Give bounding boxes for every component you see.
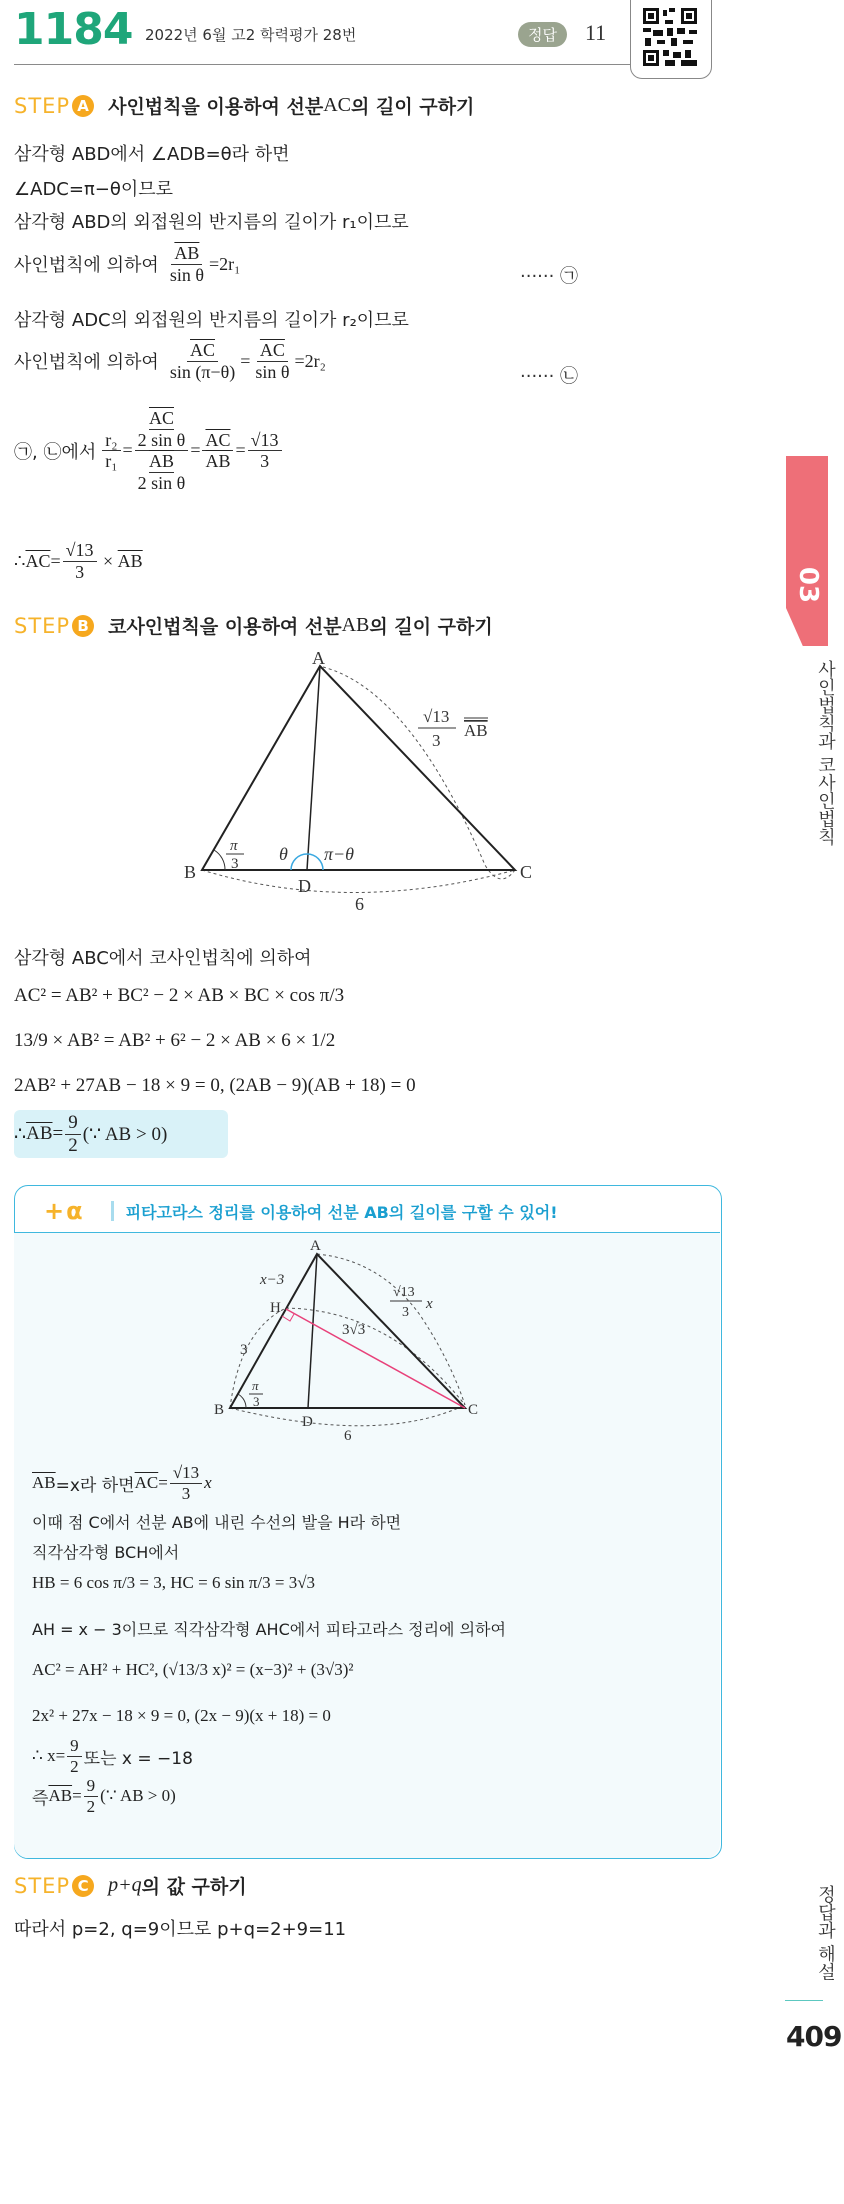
- l8-num: 9: [67, 1736, 82, 1757]
- alpha-line-3: 직각삼각형 BCH에서: [32, 1543, 180, 1562]
- header-divider: [14, 64, 636, 65]
- problem-number: 1184: [14, 4, 133, 55]
- conclusion-rhs: $\overline{AB}$: [117, 550, 143, 571]
- step-tag: STEP: [14, 93, 71, 118]
- l8-frac: [67, 1736, 82, 1776]
- result-num: 9: [65, 1112, 81, 1135]
- step-b-eq3: 2AB² + 27AB − 18 × 9 = 0, (2AB − 9)(AB + 18) = 0: [14, 1075, 416, 1096]
- step-a-line-4: 삼각형 ADC의 외접원의 반지름의 길이가 r₂이므로: [14, 310, 409, 331]
- segment-hc: [286, 1309, 465, 1408]
- step-a-line-1: 삼각형 ABD에서 ∠ADB=θ라 하면: [14, 144, 290, 165]
- label-angle-b-den: 3: [231, 856, 239, 872]
- sine-law-label: 사인법칙에 의하여: [14, 352, 159, 374]
- step-b-title-math: AB: [341, 614, 370, 636]
- l1-x: x: [204, 1473, 212, 1493]
- step-c-title-suffix: 의 값 구하기: [141, 1876, 247, 1898]
- label-bc: 6: [344, 1428, 352, 1444]
- step-b-intro: 삼각형 ABC에서 코사인법칙에 의하여: [14, 948, 312, 969]
- problem-source: 2022년 6월 고2 학력평가 28번: [145, 26, 357, 44]
- step-b-eq1: AC² = AB² + BC² − 2 × AB × BC × cos π/3: [14, 985, 345, 1006]
- step-a-title-suffix: 의 길이 구하기: [351, 96, 475, 118]
- page-number: 409: [786, 2020, 842, 2053]
- result-lhs: $\overline{AB}$: [26, 1123, 53, 1145]
- triangle-diagram: [180, 650, 560, 920]
- alpha-box-title: 피타고라스 정리를 이용하여 선분 AB의 길이를 구할 수 있어!: [125, 1202, 558, 1222]
- label-angle-b-den: 3: [253, 1394, 260, 1409]
- chapter-title: 사인법칙과 코사인법칙: [815, 660, 836, 846]
- step-a-eq2: 사인법칙에 의하여 $\frac{\overline{AC}}{\sin (\pi-\theta)}$ = $\frac{\overline{AC}}{\text{sin θ}}$ =2r₂: [14, 340, 326, 382]
- marker-1: ······ ㉠: [520, 266, 579, 287]
- step-c-title: [14, 1872, 247, 1899]
- label-ac-den: 3: [432, 731, 441, 750]
- alpha-box-header: [44, 1197, 558, 1225]
- label-ac-den: 3: [402, 1305, 409, 1320]
- alpha-line-7: 2x² + 27x − 18 × 9 = 0, (2x − 9)(x + 18) = 0: [32, 1706, 331, 1725]
- l9-lhs: $\overline{AB}$: [48, 1786, 73, 1806]
- l8-pre: ∴ x=: [32, 1746, 66, 1766]
- ratio-res-den: 3: [260, 451, 270, 472]
- label-b: B: [214, 1402, 225, 1418]
- triangle-abc: [202, 666, 515, 870]
- chapter-number: 03: [793, 566, 823, 604]
- header-bar: [111, 1201, 114, 1221]
- l9-num: 9: [84, 1776, 99, 1797]
- label-d: D: [298, 876, 311, 896]
- ratio-big-den-n: $\overline{AB}$: [148, 451, 174, 472]
- result-condition: (∵ AB > 0): [82, 1123, 168, 1145]
- alpha-line-2: 이때 점 C에서 선분 AB에 내린 수선의 발을 H라 하면: [32, 1513, 402, 1532]
- l9-den: 2: [86, 1796, 96, 1816]
- label-h: H: [270, 1300, 281, 1316]
- step-c-title-math: p+q: [108, 1874, 142, 1896]
- eq1-den: sin θ: [169, 264, 204, 285]
- step-a-line-2: ∠ADC=π−θ이므로: [14, 179, 174, 200]
- pythagoras-diagram: [200, 1230, 500, 1450]
- answer-value: 11: [585, 20, 607, 45]
- label-ah: x−3: [260, 1272, 285, 1288]
- marker-2: ······ ㉡: [520, 366, 579, 387]
- step-a-title-text: 사인법칙을 이용하여 선분: [108, 96, 324, 118]
- step-b-result: ∴ $\overline{AB}$ = $\frac{9}{2}$ (∵ AB > 0): [14, 1112, 168, 1156]
- label-theta: θ: [279, 844, 288, 864]
- l8-post: 또는 x = −18: [83, 1748, 193, 1769]
- bc-dashed-arc: [202, 870, 515, 893]
- eq1-fraction: [167, 243, 207, 285]
- label-b: B: [184, 862, 197, 882]
- result-den: 2: [68, 1134, 78, 1156]
- alpha-line-9: 즉 $\overline{AB}$ = $\frac{9}{2}$ (∵ AB > 0): [32, 1776, 176, 1816]
- ratio-big-den-d: 2 sin θ: [137, 473, 186, 494]
- step-a-title-math: AC: [323, 94, 352, 116]
- alpha-line-1: $\overline{AB}$ =x라 하면 $\overline{AC}$ = $\frac{√13}{3}$ x: [32, 1463, 212, 1503]
- conclusion-num: √13: [63, 540, 97, 562]
- step-a-circle-icon: A: [72, 95, 94, 117]
- ratio-label: ㉠, ㉡에서: [14, 441, 97, 463]
- answer-badge: 정답: [518, 22, 567, 47]
- chapter-tab[interactable]: [786, 456, 828, 646]
- eq1-num: $\overline{AB}$: [171, 243, 202, 265]
- label-angle-b-num: π: [230, 838, 238, 854]
- label-ac-num: √13: [423, 707, 450, 726]
- alpha-line-6: AC² = AH² + HC², (√13/3 x)² = (x−3)² + (3√3)²: [32, 1660, 354, 1679]
- alpha-line-5: AH = x − 3이므로 직각삼각형 AHC에서 피타고라스 정리에 의하여: [32, 1620, 506, 1639]
- l1-frac: [170, 1463, 202, 1503]
- sine-law-label: 사인법칙에 의하여: [14, 255, 159, 277]
- conclusion-den: 3: [75, 561, 85, 582]
- ratio-lhs-num: r₂: [102, 430, 120, 452]
- eq2-den1: sin (π−θ): [169, 361, 236, 382]
- segment-ad: [308, 1254, 317, 1408]
- ratio-lhs-den: r₁: [105, 451, 118, 472]
- l1-num: √13: [170, 1463, 202, 1484]
- alpha-icon: α: [66, 1197, 83, 1225]
- eq1-rhs: =2r₁: [208, 253, 241, 274]
- ratio-mid-den: AB: [205, 451, 231, 472]
- step-b-title-text: 코사인법칙을 이용하여 선분: [108, 616, 342, 638]
- step-c-circle-icon: C: [72, 1875, 94, 1897]
- label-a: A: [312, 650, 325, 668]
- step-a-title: [14, 92, 474, 119]
- eq2-den2: sin θ: [255, 361, 290, 382]
- conclusion-lhs: $\overline{AC}$: [25, 550, 51, 571]
- angle-b-arc: [238, 1394, 246, 1408]
- step-b-eq2: 13/9 × AB² = AB² + 6² − 2 × AB × 6 × 1/2: [14, 1030, 336, 1051]
- ratio-res-num: √13: [248, 430, 282, 452]
- label-side-bc: 6: [355, 894, 364, 914]
- step-b-title-suffix: 의 길이 구하기: [369, 616, 493, 638]
- label-hc: 3√3: [342, 1322, 366, 1338]
- conclusion-frac: [63, 540, 97, 582]
- ratio-big-num-n: $\overline{AC}$: [148, 408, 174, 428]
- eq2-num2: $\overline{AC}$: [257, 340, 288, 362]
- qr-code-icon: [641, 6, 699, 68]
- eq2-num1: $\overline{AC}$: [187, 340, 218, 362]
- label-a: A: [310, 1238, 321, 1254]
- ratio-big-num-d: 2 sin θ: [137, 429, 186, 450]
- right-angle-mark: [282, 1314, 294, 1321]
- ratio-lhs: [102, 430, 120, 472]
- qr-code-box[interactable]: [630, 0, 712, 79]
- l1-mid: =x라 하면: [55, 1475, 135, 1496]
- alpha-line-4: HB = 6 cos π/3 = 3, HC = 6 sin π/3 = 3√3: [32, 1573, 316, 1592]
- result-frac: [65, 1112, 81, 1157]
- step-tag: STEP: [14, 613, 71, 638]
- alpha-line-8: [32, 1736, 193, 1776]
- label-angle-b-num: π: [252, 1378, 259, 1393]
- label-d: D: [302, 1414, 313, 1430]
- step-a-line-3: 삼각형 ABD의 외접원의 반지름의 길이가 r₁이므로: [14, 212, 409, 233]
- ratio-result: [248, 430, 282, 472]
- step-b-circle-icon: B: [72, 615, 94, 637]
- segment-ad: [307, 666, 320, 870]
- ratio-complex: [135, 408, 189, 494]
- step-tag: STEP: [14, 1873, 71, 1898]
- label-pi-minus-theta: π−θ: [324, 844, 355, 864]
- step-a-conclusion: ∴ $\overline{AC}$ = $\frac{√13}{3}$ × $\overline{AB}$: [14, 540, 143, 582]
- section-title: 정답과 해설: [815, 1885, 836, 1981]
- label-c: C: [520, 862, 533, 882]
- l1-ab: $\overline{AB}$: [32, 1473, 56, 1493]
- eq2-fraction-2: [252, 340, 292, 382]
- eq2-fraction-1: [167, 340, 238, 382]
- ratio-mid: [202, 430, 233, 472]
- label-ac-suffix: AB: [464, 721, 488, 740]
- step-c-line: 따라서 p=2, q=9이므로 p+q=2+9=11: [14, 1919, 347, 1940]
- l9-post: (∵ AB > 0): [100, 1786, 176, 1806]
- plus-icon: +: [44, 1197, 65, 1225]
- l8-den: 2: [70, 1756, 79, 1776]
- angle-b-arc: [214, 850, 225, 870]
- therefore: ∴: [14, 1123, 27, 1145]
- label-ac-suffix: x: [426, 1296, 433, 1312]
- step-a-eq1: [14, 243, 240, 285]
- l9-frac: [84, 1776, 99, 1816]
- ratio-mid-num: $\overline{AC}$: [202, 430, 233, 452]
- label-c: C: [468, 1402, 479, 1418]
- step-a-ratio: ㉠, ㉡에서 $\frac{\text{r₂}}{\text{r₁}}$ = $\overline{AC}$ 2 sin θ $\overline{AB}$ 2 sin θ = $\frac{\overline{AC}}{AB}$ = $\frac{√13}{3}$: [14, 408, 284, 494]
- label-hb: 3: [240, 1342, 248, 1358]
- l1-den: 3: [181, 1483, 191, 1503]
- sidebar-divider: [785, 2000, 823, 2001]
- label-ac-num: √13: [393, 1285, 415, 1300]
- l9-pre: 즉: [32, 1788, 49, 1809]
- eq2-rhs: =2r₂: [294, 350, 326, 371]
- step-b-title: [14, 612, 493, 639]
- therefore: ∴: [14, 550, 26, 571]
- l1-ac: $\overline{AC}$: [134, 1473, 159, 1493]
